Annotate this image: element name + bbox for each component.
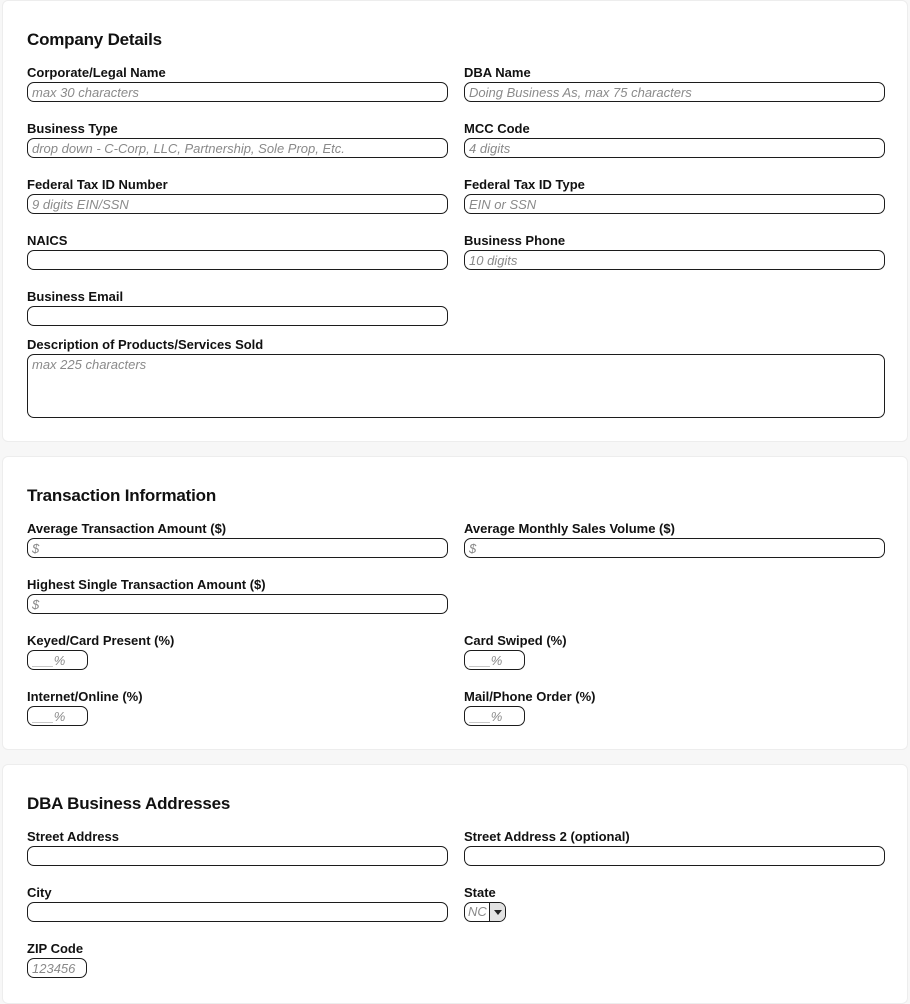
highest-single-transaction-input[interactable]	[27, 594, 448, 614]
federal-tax-id-number-input[interactable]	[27, 194, 448, 214]
business-type-label: Business Type	[27, 121, 118, 136]
business-email-label: Business Email	[27, 289, 124, 304]
dba-business-addresses-card	[2, 764, 908, 1004]
legal-name-input[interactable]	[27, 82, 448, 102]
state-label: State	[464, 885, 496, 900]
street-address-2-label: Street Address 2 (optional)	[464, 829, 630, 844]
state-selected-value: NC	[468, 904, 487, 919]
avg-transaction-amount-input[interactable]	[27, 538, 448, 558]
legal-name-label: Corporate/Legal Name	[27, 65, 166, 80]
mail-phone-order-input[interactable]	[464, 706, 525, 726]
business-phone-label: Business Phone	[464, 233, 566, 248]
keyed-card-present-input[interactable]	[27, 650, 88, 670]
avg-monthly-sales-volume-label: Average Monthly Sales Volume ($)	[464, 521, 675, 536]
chevron-down-icon[interactable]	[489, 903, 505, 921]
dba-name-label: DBA Name	[464, 65, 531, 80]
avg-transaction-amount-label: Average Transaction Amount ($)	[27, 521, 227, 536]
street-address-label: Street Address	[27, 829, 119, 844]
city-label: City	[27, 885, 52, 900]
avg-monthly-sales-volume-input[interactable]	[464, 538, 885, 558]
city-input[interactable]	[27, 902, 448, 922]
keyed-card-present-label: Keyed/Card Present (%)	[27, 633, 175, 648]
mcc-code-label: MCC Code	[464, 121, 530, 136]
dba-business-addresses-title: DBA Business Addresses	[27, 794, 231, 813]
highest-single-transaction-label: Highest Single Transaction Amount ($)	[27, 577, 266, 592]
federal-tax-id-type-label: Federal Tax ID Type	[464, 177, 585, 192]
federal-tax-id-number-label: Federal Tax ID Number	[27, 177, 168, 192]
business-phone-input[interactable]	[464, 250, 885, 270]
description-label: Description of Products/Services Sold	[27, 337, 264, 352]
business-type-input[interactable]	[27, 138, 448, 158]
card-swiped-label: Card Swiped (%)	[464, 633, 567, 648]
card-swiped-input[interactable]	[464, 650, 525, 670]
naics-input[interactable]	[27, 250, 448, 270]
company-details-title: Company Details	[27, 30, 162, 49]
internet-online-input[interactable]	[27, 706, 88, 726]
naics-label: NAICS	[27, 233, 68, 248]
zip-code-label: ZIP Code	[27, 941, 84, 956]
mcc-code-input[interactable]	[464, 138, 885, 158]
federal-tax-id-type-input[interactable]	[464, 194, 885, 214]
description-textarea[interactable]	[27, 354, 885, 418]
zip-code-input[interactable]	[27, 958, 87, 978]
transaction-information-title: Transaction Information	[27, 486, 217, 505]
street-address-2-input[interactable]	[464, 846, 885, 866]
internet-online-label: Internet/Online (%)	[27, 689, 143, 704]
mail-phone-order-label: Mail/Phone Order (%)	[464, 689, 596, 704]
business-email-input[interactable]	[27, 306, 448, 326]
company-details-card	[2, 0, 908, 442]
state-select[interactable]	[464, 902, 506, 922]
street-address-input[interactable]	[27, 846, 448, 866]
transaction-information-card	[2, 456, 908, 750]
dba-name-input[interactable]	[464, 82, 885, 102]
